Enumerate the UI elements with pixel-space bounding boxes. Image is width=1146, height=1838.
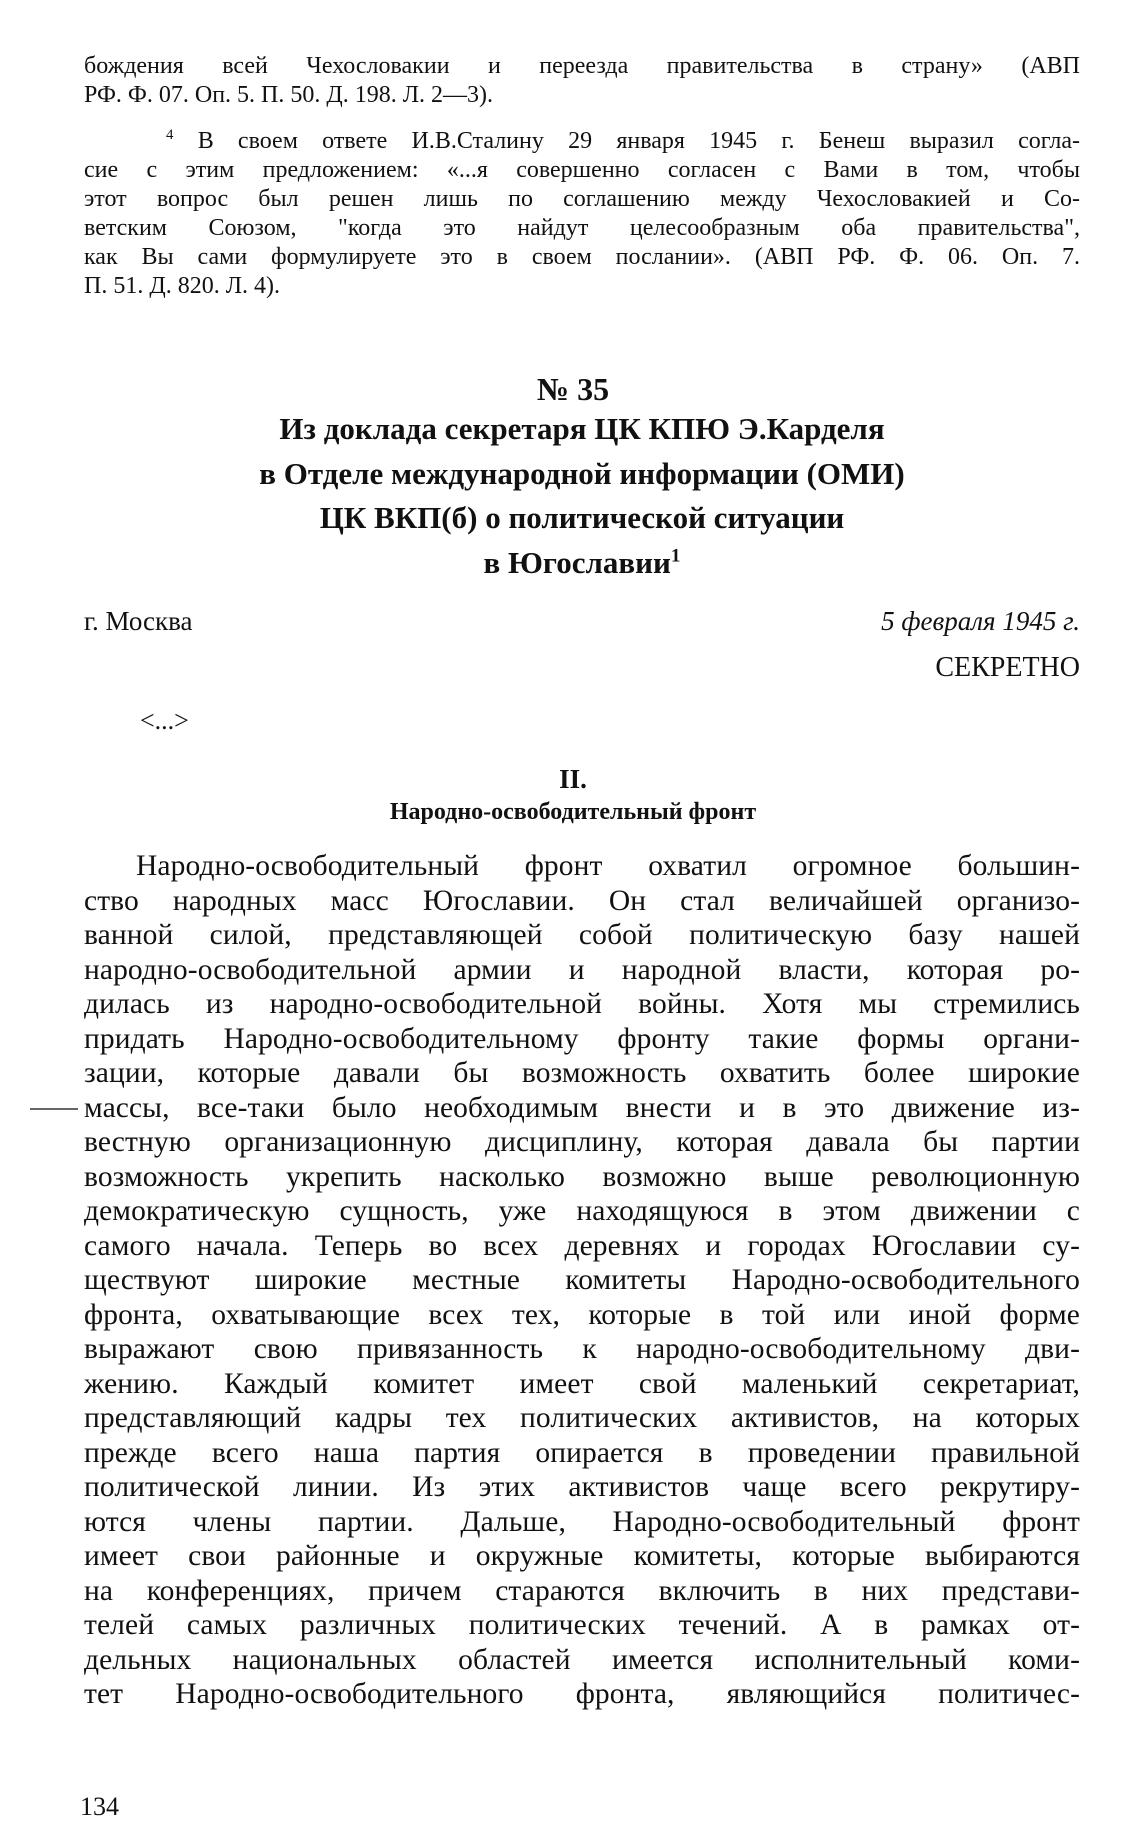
footnote-text: В своем ответе И.В.Сталину 29 января 1945 г. Бенеш выразил согла-	[197, 128, 1081, 154]
text-line: дилась из народно-освободительной войны. Хотя мы стремились	[84, 988, 1080, 1020]
text-line: жению. Каждый комитет имеет свой маленький секретариат,	[84, 1367, 1080, 1400]
body-text	[84, 849, 1080, 1712]
text-line: на конференциях, причем стараются включить в них представи-	[84, 1574, 1080, 1607]
margin-mark	[30, 1108, 78, 1110]
title-line: Из доклада секретаря ЦК КПЮ Э.Карделя	[279, 411, 885, 446]
text-line: народно-освободительной армии и народной власти, которая ро-	[84, 953, 1080, 986]
footnote-marker: 1	[670, 545, 681, 567]
title-text: в Югославии	[483, 544, 671, 580]
text-line: политической линии. Из этих активистов чаще всего рекрутиру-	[84, 1471, 1080, 1503]
text-line: Народно-освободительный фронт охватил огромное большин-	[136, 850, 1080, 882]
text-line: зации, которые давали бы возможность охватить более широкие	[84, 1057, 1080, 1089]
text-line: представляющий кадры тех политических активистов, на которых	[84, 1402, 1080, 1434]
text-line: как Вы сами формулируете это в своем послании». (АВП РФ. Ф. 06. Оп. 7.	[84, 244, 1080, 270]
document-place: г. Москва	[84, 606, 193, 636]
text-line: выражают свою привязанность к народно-освободительному дви-	[84, 1333, 1080, 1365]
footnote-4	[84, 127, 1080, 301]
text-line	[84, 127, 1080, 156]
section-number: II.	[559, 764, 587, 794]
text-line: имеет свои районные и окружные комитеты, которые выбираются	[84, 1540, 1080, 1572]
document-date: 5 февраля 1945 г.	[881, 606, 1080, 636]
text-line: П. 51. Д. 820. Л. 4).	[84, 273, 280, 299]
title-line: ЦК ВКП(б) о политической ситуации	[319, 500, 845, 535]
text-line: ство народных масс Югославии. Он стал величайшей организо-	[84, 884, 1080, 917]
text-line: телей самых различных политических течений. А в рамках от-	[84, 1609, 1080, 1641]
section-title: Народно-освободительный фронт	[389, 799, 757, 825]
footnote-marker: 4	[166, 127, 174, 143]
text-line: демократическую сущность, уже находящуюся в этом движении с	[84, 1195, 1080, 1227]
text-line: ются члены партии. Дальше, Народно-освободительный фронт	[84, 1505, 1080, 1538]
text-line: ветским Союзом, "когда это найдут целесообразным оба правительства",	[84, 215, 1080, 241]
text-line: возможность укрепить насколько возможно выше революционную	[84, 1160, 1080, 1193]
footnote-3-continuation	[84, 52, 1080, 110]
text-line: бождения всей Чехословакии и переезда правительства в страну» (АВП	[84, 53, 1080, 79]
text-line: этот вопрос был решен лишь по соглашению между Чехословакией и Со-	[84, 186, 1080, 212]
text-line: прежде всего наша партия опирается в проведении правильной	[84, 1436, 1080, 1469]
text-line: фронта, охватывающие всех тех, которые в той или иной форме	[84, 1298, 1080, 1331]
text-line: самого начала. Теперь во всех деревнях и городах Югославии су-	[84, 1229, 1080, 1262]
text-line: тет Народно-освободительного фронта, являющийся политичес-	[84, 1678, 1080, 1710]
title-line	[84, 541, 1080, 586]
classification-stamp: СЕКРЕТНО	[935, 652, 1080, 683]
text-line: ванной силой, представляющей собой политическую базу нашей	[84, 919, 1080, 951]
text-line: дельных национальных областей имеется исполнительный коми-	[84, 1643, 1080, 1676]
page-number: 134	[80, 1792, 119, 1821]
text-line: придать Народно-освободительному фронту такие формы органи-	[84, 1022, 1080, 1055]
omission-mark: <...>	[140, 706, 189, 735]
text-line: сие с этим предложением: «...я совершенно согласен с Вами в том, чтобы	[84, 157, 1080, 183]
document-title	[84, 407, 1080, 585]
document-number: № 35	[536, 371, 610, 407]
text-line: вестную организационную дисциплину, которая давала бы партии	[84, 1126, 1080, 1158]
text-line: массы, все-таки было необходимым внести и в это движение из-	[84, 1091, 1080, 1124]
text-line: РФ. Ф. 07. Оп. 5. П. 50. Д. 198. Л. 2—3).	[84, 82, 494, 108]
title-line: в Отделе международной информации (ОМИ)	[259, 455, 905, 491]
text-line: ществуют широкие местные комитеты Народно-освободительного	[84, 1264, 1080, 1296]
